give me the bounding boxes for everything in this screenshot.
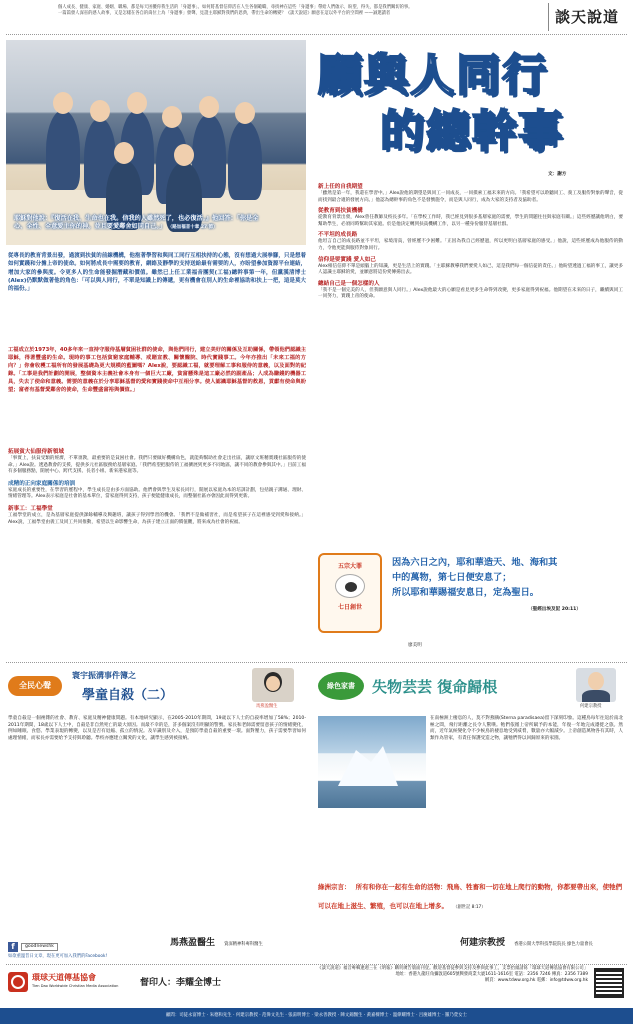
title-line1: 願與人同行 (318, 50, 548, 101)
author-photo-left (252, 668, 294, 702)
section-heading: 成精的正向家庭關係的培訓 (8, 480, 76, 487)
left-section-1 (8, 480, 306, 501)
footer-name-left: 馬燕盈醫生 (170, 938, 216, 948)
column-series-left: 寰宇振溝事件簿之 (72, 671, 136, 680)
badge-bottom: 七日創世 (337, 604, 362, 611)
address: 地址：香港九龍旺角彌敦道605號興發商業大廈1611-1616室 電話：2356 7246 傳真：2356 7389 (395, 972, 588, 977)
facebook-handle-row (8, 942, 238, 952)
footer-title-right: 香港公開大學科技學院院長 綠色力量會長 (514, 942, 593, 947)
org-name-en: Tien Dao Worldwide Christian Media Association (32, 984, 119, 988)
sheep-icon (335, 574, 365, 598)
right-section-4 (318, 280, 623, 301)
facebook-icon: f (8, 942, 18, 952)
footer-divider (6, 964, 627, 965)
photo-verse-ref: （路加福音十章 27 節） (167, 225, 218, 230)
verse-author: 廖美明 (408, 643, 422, 648)
section-heading: 不平坦的成長路 (318, 232, 358, 239)
publication-info (268, 966, 588, 984)
left-section-0 (8, 448, 306, 476)
verse-ref: （聖經出埃及記 20:11） (528, 607, 581, 612)
mid-divider (6, 662, 627, 663)
verse-badge (318, 553, 382, 633)
section-text: 家庭成長的重要性，在學習的歷程中，學生成長是由多方面協助。他們會與學生及家長同行，開展以家庭為本的培訓計劃，包括親子溝通、理財、情緒管理等。Alex表示家庭是社會的基本單位，當家庭得到支持，孩子便能健康成長，而整個社區亦會因此而得到更新。 (8, 487, 306, 500)
column-title-left: 學童自殺（二） (82, 688, 174, 703)
article-title (318, 48, 623, 160)
adviser: 督印人：李耀全博士 (140, 978, 222, 988)
author-caption-left: 馬燕盈醫生 (256, 704, 278, 709)
qr-code[interactable] (594, 968, 624, 998)
publication-note: 《談天說道》福音專輯逢週三在《明報》購買廣告版面刊登。歡迎基督徒參與支持及參與此事工，支票抬頭請寫「環球天道傳基協會有限公司」 (317, 966, 588, 971)
right-verse (318, 874, 623, 912)
photo-verse-overlay (14, 215, 269, 232)
column-badge-right: 綠色家書 (318, 672, 364, 700)
org-name: 環球天道傳基協會 (32, 973, 96, 982)
facebook-text: 如欲重溫昔日文章，現在更可加入我們的Facebook! (8, 954, 108, 959)
right-column-text: 在南極洲上棲息的人，莫不對燕鷗(Sterna paradisaea)留下深刻印象。這種鳥每年往返於南北極之間，飛行距離之長令人驚嘆。牠們依循上帝所賦予的本能，年復一年地完成遷徙之旅。然而，近年氣候變化令不少候鳥的棲息地受到威脅，數量亦大幅減少。上帝創造萬物各有其時，人類作為管家，有責任保護受造之物，讓牠們得以回歸原來的家園。 (430, 716, 623, 741)
section-text: 「我不是一個完美的人，但我願意與人同行。」Alex說他最大的心願是看見更多生命得到改變，更多家庭得到祝福。他期望在未來的日子，繼續與同工一同努力，實踐上帝的使命。 (318, 287, 623, 300)
verse-line3: 所以耶和華賜福安息日，定為聖日。 (392, 587, 539, 598)
logo-text: 談天說道 (555, 8, 620, 26)
section-text: 他坦言自己的成長路並不平坦，家境清貧，曾經歷不少困難。「正因為我自己經歷過，所以更明白基層家庭的感受。」他說，這些經歷成為他服侍的動力，令他更能與服侍對象同行。 (318, 239, 623, 251)
iceberg-photo (318, 716, 426, 808)
right-sections (318, 183, 623, 301)
author-photo-right (576, 668, 616, 702)
right-section-1 (318, 207, 623, 228)
verse-lines (392, 555, 620, 600)
left-sections (8, 448, 306, 526)
byline: 文：謝方 (548, 172, 567, 177)
bottom-bar (0, 1008, 633, 1024)
author-caption-right: 何建宗教授 (580, 704, 602, 709)
section-text: Alex相信信仰不單是頭腦上的知識，更是生活上的實踐。「主耶穌教導我們要愛人如己，這是我們每一個信徒的責任。」他盼望透過工福的事工，讓更多人認識主耶穌的愛，並願意將這份愛傳揚出去。 (318, 263, 623, 276)
org-logo (8, 970, 118, 996)
column-title-right: 失物芸芸 復命歸根 (372, 678, 498, 696)
section-heading: 信仰是要實踐 愛人如己 (318, 256, 376, 263)
right-verse-text: 所有和你在一起有生命的活物：飛鳥、牲畜和一切在地上爬行的動物，你都要帶出來，使牠們可以在地上滋生、繁殖，也可以在地上增多。 (318, 883, 623, 910)
title-line2: 的總幹事 (380, 106, 564, 157)
section-text: 工福學堂的成立，是為基層家庭提供課餘輔導及興趣班，讓孩子得到學習的機會。「我們不是做補習社，而是希望孩子在這裡感受到愛和接納。」Alex說，工福學堂由義工及同工共同推動，希望以生命影響生命，為孩子建立正面的價值觀，將來成為社會的祝福。 (8, 512, 306, 525)
section-text: 「雖然是第一年，我還在學習中。」Alex說他的期望是與同工一同成長，一同摸索工福未來的方向。「我希望可以聆聽同工、義工及服侍對象的聲音，從而找到最合適的發展方向。」他認為總幹事的角色不是發號施令，而是與人同行，成為大家的支持者及協助者。 (318, 191, 623, 203)
section-heading: 拓展貧大仙服侍新領域 (8, 449, 64, 455)
org-logo-icon (8, 972, 28, 992)
facebook-block[interactable] (8, 942, 238, 960)
right-verse-label: 綠洲宗言： (318, 883, 351, 891)
verse-box (318, 545, 623, 655)
group-photo (6, 40, 306, 245)
photo-verse-text: 耶穌對他說：『復活在我，生命也在我。信我的人雖然死了，也必復活。』他回答：「你是全心、全性、全意愛主你的神。並且要愛鄰舍如同自己。」 (14, 215, 259, 230)
header-logo (548, 3, 628, 31)
lead-paragraph: 從專長的教育背景出發，過渡到扶貧的前線機構，他抱著學習和與同工同行互相扶持的心態，沒有想過大展拳腳，只是想着如何實踐和分擔上帝的使命。如何將成長中需要的教育，網絡及靜學的支持送給最有需要的人，亦盼望參加資源平台連結，增加大家的參與度。令更多人的生命能發掘潛藏和價值。雖然已上任工業福音團契(工福)總幹事第一年，但黨漢清博士(Alex)仍默默做著他的角色：「可以與人同行，不單是知識上的傳遞，更有機會在別人的生命裡協助和扶上一把，這是莫大的福份。」 (8, 253, 306, 293)
website[interactable]: 網頁：www.tdww.org.hk 電郵：info@tdww.org.hk (484, 978, 588, 983)
verse-line1: 因為六日之內，耶和華造天、地、海和其 (392, 557, 558, 568)
left-column-text: 學童自殺是一個複雜的社會、教育、家庭及精神健康問題。有本地研究顯示，在2005-2010年期間，19歲以下人士的自殺率增加了58%；2010-2011年期間，18歲以下人士中，自殺是非自然死亡的最大原因。而最不幸的是，許多個案沒有明顯的警號。家長和老師需要留意孩子的情緒變化，例如睡眠、食慾、學業表現的轉變，以及是否有退縮、孤立的情況。及早識別及介入，是預防學童自殺的重要一環。面對壓力，孩子需要學習如何處理情緒，而家長亦需要給予支持與聆聽。學校亦應建立關愛的文化，讓學生感到被接納。 (8, 716, 306, 741)
editors-line: 顧問：司徒永富博士 · 朱德和先生 · 何建宗教授 · 范偉文先生 · 張湯明博士 · 梁永善教授 · 陳文錦醫生 · 黃嘉樑博士 · 溫偉耀博士 · 呂慶雄博士 · 羅乃萱女士 (166, 1013, 467, 1018)
header-intro-line1: 個人成長、健康、家庭、婚姻、職場、都是每天困擾你我生活的「身邊事」。如何將基督信仰活在人生各個範疇，尋找神在這些「身邊事」帶給人們啟示、盼望、得失，都是我們關切的事。 (58, 5, 413, 10)
section-intro: 工福成立於1973年，40多年來一直持守服侍基層貧困社群的使命，與他們同行，建立美好的關係及互助關係，帶領他們認識主耶穌，得著豐盛的生命。現時的事工包括貧窮家庭輔導、戒賭宣教、關懷醫院、時代實踐事工。今年亦推出「未來工福的方向？」你會收穫工福所有的發展基礎為更大規模的藍圖嗎？Alex說，要認識工福，就要理解工事和服侍的意義，以及面對的紀錄。「工事是我們計劃的開展，整個資本主義社會本身有一個巨大工廠，貧富懸殊是這工廠必然的副產品；人成為賺錢的機器工具，失去了使命和意義。需要的意義在於分享耶穌基督的愛和實踐使命中互相分享。使人認識耶穌基督的救恩，貢獻有使命與盼望；富者有基督愛鄰舍的使命，生命豐盛富裕與價值。」 (8, 347, 306, 393)
section-heading: 從教育到扶貧機構 (318, 208, 363, 215)
right-verse-ref: （創世記 8:17） (453, 905, 486, 910)
section-text: 「事實上，扶貧受類的經濟，不單須教，最重要的是貧困社會。我們只要做好機構角色，就能夠幫助社會走出社區，讓原文班精實踐社區服侍的使命。」Alex說。透過教會的支援，提供多元社區服務給基層家庭。「我們希望把服侍的工福擴展到更多不同地區，讓不同的教會參與其中。」目前工福有多個服務點，開展中心、跨代支援、長者小組、新來港家庭等。 (8, 456, 306, 475)
header-intro-line2: 一篇篇發人深省的感人故事，又是怎樣在各自的崗位上為「身邊事」發聲，見證主耶穌對我們的恩典，帶出生命的轉變？《談天說道》願意在這以外平台的空間裡 ——誠邀讀者 (58, 11, 391, 16)
right-section-2 (318, 231, 623, 252)
facebook-handle: goodnewshk (21, 943, 58, 952)
header-intro (58, 5, 536, 17)
footer-name-right: 何建宗教授 (460, 938, 506, 948)
section-heading: 新事工：工福學堂 (8, 505, 53, 512)
section-heading: 總結自己是一個怎樣的人 (318, 280, 380, 287)
section-heading: 新上任的自我期望 (318, 184, 363, 190)
right-section-0 (318, 183, 623, 204)
right-column-header (318, 668, 623, 712)
left-column-header (8, 668, 308, 712)
left-section-2 (8, 505, 306, 526)
column-badge-left: 全民心聲 (8, 676, 62, 696)
section-text: 從教育背景出發，Alex曾任教師及校長多年。「在學校工作時，我已經見到很多基層家庭的需要，學生的問題往往與家庭有關。」這些經歷讓他明白，要幫助學生，必須同時幫助其家庭。於是他決定轉到扶貧機構工作，以另一種身份服侍基層社群。 (318, 215, 623, 227)
header-divider (6, 34, 627, 35)
badge-top: 五宗大罪 (337, 563, 362, 570)
verse-line2: 中的萬物，第七日便安息了； (392, 572, 512, 583)
right-section-3 (318, 256, 623, 277)
footer-title-left: 資深精神科專科醫生 (224, 942, 263, 947)
right-column-footer (460, 930, 625, 949)
